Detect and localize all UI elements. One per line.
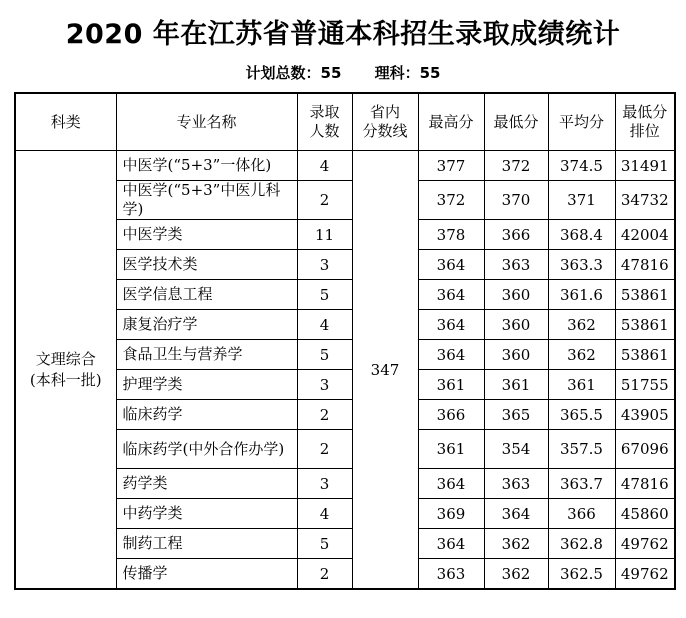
enroll-count-cell: 4 — [297, 310, 352, 340]
avg-score-cell: 363.7 — [548, 469, 615, 499]
max-score-cell: 364 — [418, 280, 484, 310]
major-name-cell: 护理学类 — [116, 370, 297, 400]
enroll-count-cell: 3 — [297, 469, 352, 499]
max-score-cell: 363 — [418, 559, 484, 590]
min-score-cell: 361 — [484, 370, 548, 400]
avg-score-cell: 371 — [548, 181, 615, 220]
avg-score-cell: 362 — [548, 310, 615, 340]
header-min-score: 最低分 — [484, 93, 548, 151]
min-score-cell: 360 — [484, 310, 548, 340]
category-cell — [15, 151, 116, 590]
min-rank-cell: 53861 — [615, 280, 675, 310]
enroll-count-cell: 4 — [297, 151, 352, 181]
avg-score-cell: 366 — [548, 499, 615, 529]
min-rank-cell: 53861 — [615, 310, 675, 340]
min-score-cell: 366 — [484, 220, 548, 250]
min-rank-cell: 42004 — [615, 220, 675, 250]
max-score-cell: 366 — [418, 400, 484, 430]
min-rank-cell: 51755 — [615, 370, 675, 400]
avg-score-cell: 362.5 — [548, 559, 615, 590]
science-count: 理科：55 — [374, 64, 441, 82]
avg-score-cell: 363.3 — [548, 250, 615, 280]
min-rank-cell: 49762 — [615, 529, 675, 559]
max-score-cell: 364 — [418, 469, 484, 499]
category-line2: (本科一批) — [29, 370, 102, 389]
major-name-cell: 中医学类 — [116, 220, 297, 250]
max-score-cell: 364 — [418, 340, 484, 370]
avg-score-cell: 361.6 — [548, 280, 615, 310]
province-line-cell: 347 — [352, 151, 418, 590]
max-score-cell: 364 — [418, 529, 484, 559]
min-score-cell: 363 — [484, 469, 548, 499]
max-score-cell: 377 — [418, 151, 484, 181]
enroll-count-cell: 4 — [297, 499, 352, 529]
enroll-count-cell: 2 — [297, 559, 352, 590]
avg-score-cell: 362 — [548, 340, 615, 370]
max-score-cell: 378 — [418, 220, 484, 250]
min-score-cell: 360 — [484, 280, 548, 310]
major-name-cell: 中医学(“5+3”中医儿科学) — [116, 181, 297, 220]
min-rank-cell: 53861 — [615, 340, 675, 370]
avg-score-cell: 357.5 — [548, 430, 615, 469]
category-line1: 文理综合 — [35, 349, 96, 368]
min-rank-cell: 47816 — [615, 469, 675, 499]
table-row — [15, 151, 675, 181]
min-rank-cell: 34732 — [615, 181, 675, 220]
max-score-cell: 364 — [418, 310, 484, 340]
min-rank-cell: 31491 — [615, 151, 675, 181]
major-name-cell: 中药学类 — [116, 499, 297, 529]
max-score-cell: 372 — [418, 181, 484, 220]
min-score-cell: 365 — [484, 400, 548, 430]
major-name-cell: 食品卫生与营养学 — [116, 340, 297, 370]
header-min-rank: 最低分 排位 — [615, 93, 675, 151]
min-rank-cell: 45860 — [615, 499, 675, 529]
max-score-cell: 361 — [418, 370, 484, 400]
page-title: 2020 年在江苏省普通本科招生录取成绩统计 — [65, 19, 621, 50]
enroll-count-cell: 3 — [297, 370, 352, 400]
max-score-cell: 361 — [418, 430, 484, 469]
table-header-row — [15, 93, 675, 151]
major-name-cell: 医学技术类 — [116, 250, 297, 280]
major-name-cell: 传播学 — [116, 559, 297, 590]
enroll-count-cell: 2 — [297, 181, 352, 220]
avg-score-cell: 365.5 — [548, 400, 615, 430]
admission-score-table — [14, 92, 676, 590]
header-avg-score: 平均分 — [548, 93, 615, 151]
header-province-line: 省内 分数线 — [352, 93, 418, 151]
enroll-count-cell: 3 — [297, 250, 352, 280]
min-score-cell: 372 — [484, 151, 548, 181]
enroll-count-cell: 2 — [297, 400, 352, 430]
major-name-cell: 制药工程 — [116, 529, 297, 559]
major-name-cell: 康复治疗学 — [116, 310, 297, 340]
enroll-count-cell: 11 — [297, 220, 352, 250]
plan-total: 计划总数：55 — [245, 64, 342, 82]
min-score-cell: 370 — [484, 181, 548, 220]
major-name-cell: 临床药学 — [116, 400, 297, 430]
min-score-cell: 362 — [484, 559, 548, 590]
avg-score-cell: 362.8 — [548, 529, 615, 559]
enroll-count-cell: 5 — [297, 529, 352, 559]
min-rank-cell: 43905 — [615, 400, 675, 430]
max-score-cell: 364 — [418, 250, 484, 280]
header-max-score: 最高分 — [418, 93, 484, 151]
table-body — [15, 151, 675, 590]
enroll-count-cell: 2 — [297, 430, 352, 469]
header-major: 专业名称 — [116, 93, 297, 151]
min-rank-cell: 47816 — [615, 250, 675, 280]
enroll-count-cell: 5 — [297, 280, 352, 310]
enroll-count-cell: 5 — [297, 340, 352, 370]
major-name-cell: 药学类 — [116, 469, 297, 499]
avg-score-cell: 361 — [548, 370, 615, 400]
min-rank-cell: 67096 — [615, 430, 675, 469]
min-score-cell: 363 — [484, 250, 548, 280]
plan-summary — [0, 62, 686, 83]
header-enroll-count: 录取 人数 — [297, 93, 352, 151]
major-name-cell: 临床药学(中外合作办学) — [116, 430, 297, 469]
avg-score-cell: 368.4 — [548, 220, 615, 250]
major-name-cell: 中医学(“5+3”一体化) — [116, 151, 297, 181]
min-rank-cell: 49762 — [615, 559, 675, 590]
major-name-cell: 医学信息工程 — [116, 280, 297, 310]
min-score-cell: 354 — [484, 430, 548, 469]
max-score-cell: 369 — [418, 499, 484, 529]
avg-score-cell: 374.5 — [548, 151, 615, 181]
min-score-cell: 364 — [484, 499, 548, 529]
min-score-cell: 362 — [484, 529, 548, 559]
header-category: 科类 — [15, 93, 116, 151]
min-score-cell: 360 — [484, 340, 548, 370]
